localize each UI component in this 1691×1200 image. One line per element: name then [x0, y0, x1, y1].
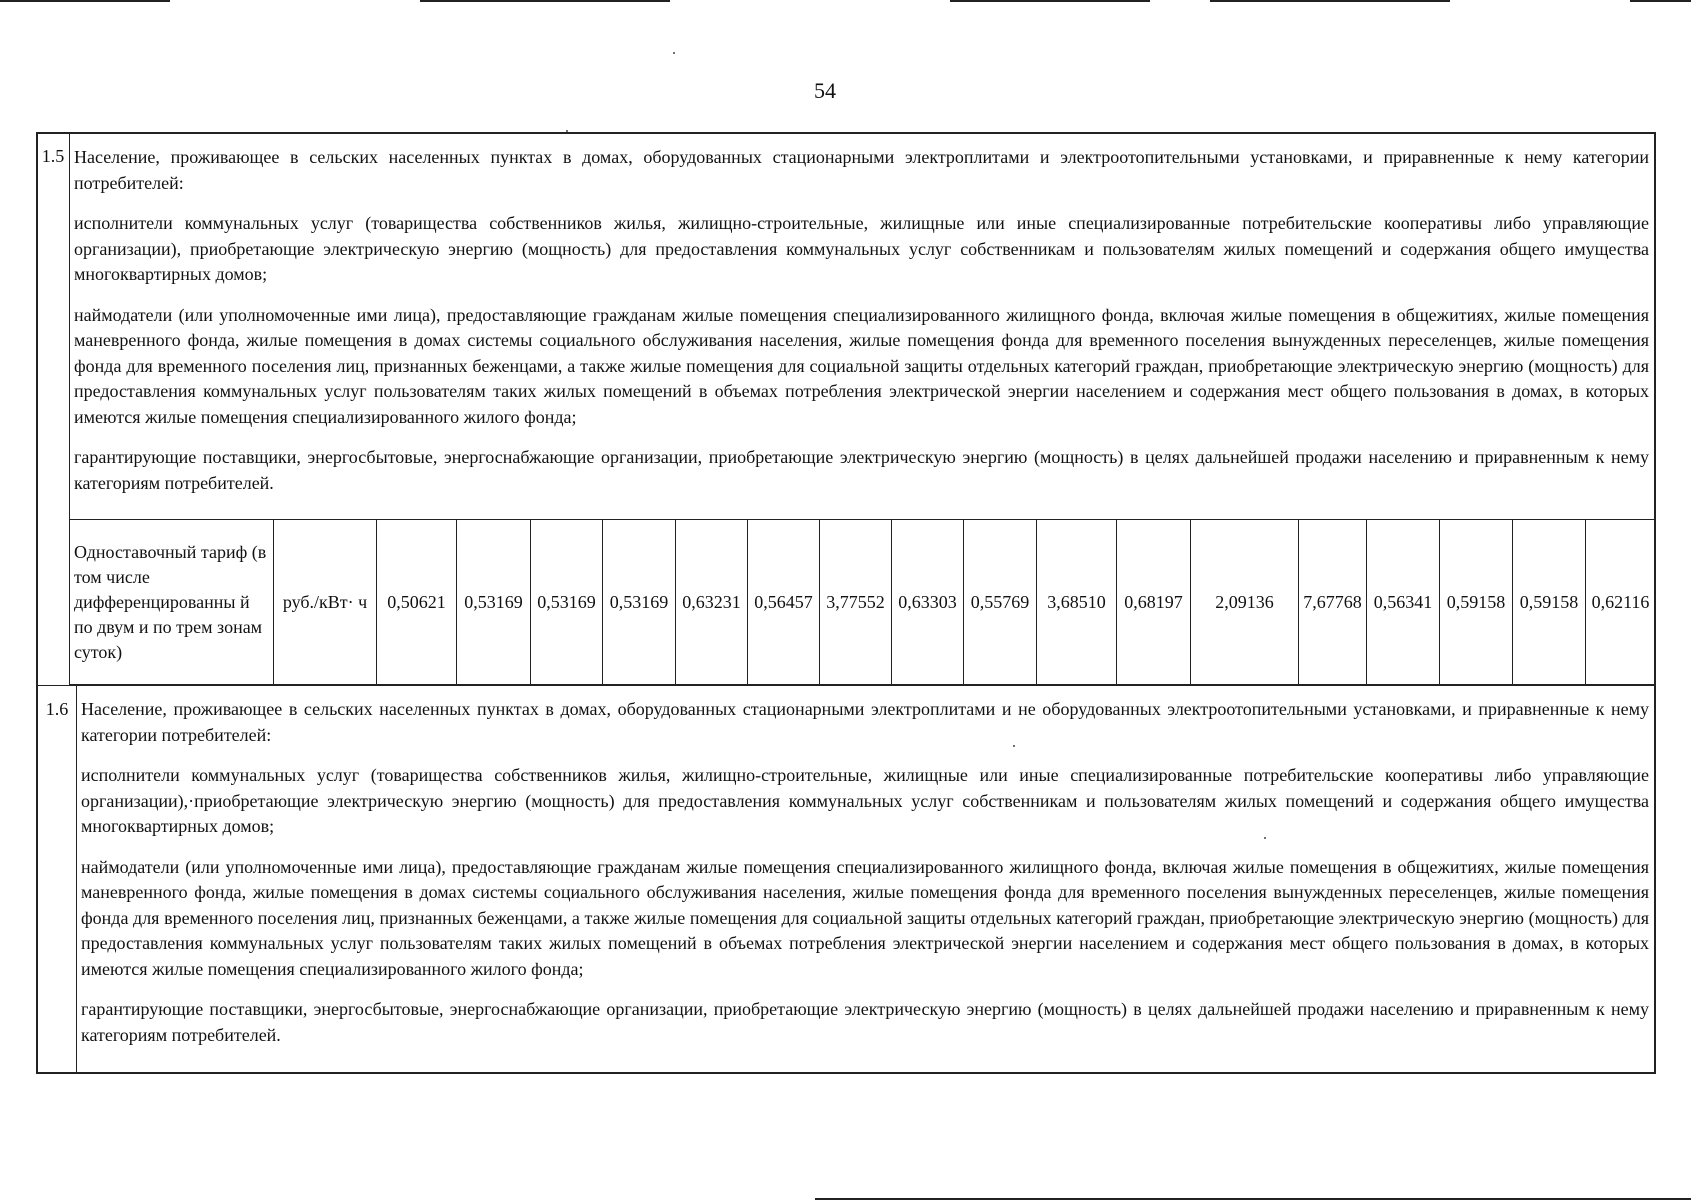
tariff-value: 0,56341: [1367, 520, 1440, 685]
tariff-value: 0,63231: [676, 520, 748, 685]
scan-edge-line: [1630, 0, 1691, 2]
row-separator: [37, 685, 1655, 686]
tariff-value: 0,50621: [377, 520, 457, 685]
section-text: [74, 145, 1649, 511]
tariff-value: 3,68510: [1037, 520, 1117, 685]
tariff-value: 0,56457: [748, 520, 820, 685]
scan-edge-line: [420, 0, 670, 2]
section-text: [81, 697, 1649, 1063]
paragraph: гарантирующие поставщики, энергосбытовые, энергоснабжающие организации, приобретающие электрическую энергию (мощность) в целях дальнейшей продажи населению и приравненным к нему категориям потребителей.: [81, 999, 1649, 1045]
tariff-value: 0,53169: [531, 520, 603, 685]
paragraph: наймодатели (или уполномоченные ими лица), предоставляющие гражданам жилые помещения специализированного жилищного фонда, включая жилые помещения в общежитиях, жилые помещения маневренного фонда, жилые помещения в домах системы социального обслуживания населения, жилые помещения фонда для временного поселения вынужденных переселенцев, жилые помещения фонда для временного поселения лиц, признанных беженцами, а также жилые помещения для социальной защиты отдельных категорий граждан, приобретающие электрическую энергию (мощность) для предоставления коммунальных услуг пользователям таких жилых помещений в объемах потребления электрической энергии населением и содержания мест общего пользования в домах, в которых имеются жилые помещения специализированного жилого фонда;: [81, 856, 1649, 979]
scan-edge-line: [0, 0, 170, 2]
section-number: 1.5: [41, 146, 65, 166]
tariff-value: 0,59158: [1440, 520, 1513, 685]
paragraph: исполнители коммунальных услуг (товарищества собственников жилья, жилищно-строительные, жилищные или иные специализированные потребительские кооперативы либо управляющие организации), приобретающие электрическую энергию (мощность) для предоставления коммунальных услуг собственникам и пользователям жилых помещений и содержания общего имущества многоквартирных домов;: [74, 213, 1649, 284]
tariff-value: 3,77552: [820, 520, 892, 685]
section-number: 1.6: [45, 699, 69, 719]
tariff-row: [70, 520, 1656, 685]
paragraph: исполнители коммунальных услуг (товарищества собственников жилья, жилищно-строительные, жилищные или иные специализированные потребительские кооперативы либо управляющие организации),·приобретающие электрическую энергию (мощность) для предоставления коммунальных услуг собственникам и пользователям жилых помещений и содержания общего имущества многоквартирных домов;: [81, 765, 1649, 836]
scan-edge-line: [1210, 0, 1450, 2]
tariff-value: 2,09136: [1191, 520, 1299, 685]
number-column-divider: [76, 685, 77, 1073]
paragraph: гарантирующие поставщики, энергосбытовые, энергоснабжающие организации, приобретающие электрическую энергию (мощность) в целях дальнейшей продажи населению и приравненным к нему категориям потребителей.: [74, 447, 1649, 493]
scan-speck: [673, 52, 675, 54]
paragraph: наймодатели (или уполномоченные ими лица), предоставляющие гражданам жилые помещения специализированного жилищного фонда, включая жилые помещения в общежитиях, жилые помещения маневренного фонда, жилые помещения в домах системы социального обслуживания населения, жилые помещения фонда для временного поселения вынужденных переселенцев, жилые помещения фонда для временного поселения лиц, признанных беженцами, а также жилые помещения для социальной защиты отдельных категорий граждан, приобретающие электрическую энергию (мощность) для предоставления коммунальных услуг пользователям таких жилых помещений в объемах потребления электрической энергии населением и содержания мест общего пользования в домах, в которых имеются жилые помещения специализированного жилого фонда;: [74, 304, 1649, 427]
tariff-value: 0,62116: [1586, 520, 1656, 685]
paragraph: Население, проживающее в сельских населенных пунктах в домах, оборудованных стационарными электроплитами и не оборудованных электроотопительными установками, и приравненные к нему категории потребителей:: [81, 699, 1649, 745]
tariff-value: 0,68197: [1117, 520, 1191, 685]
tariff-unit: руб./кВт· ч: [274, 520, 377, 685]
tariff-value: 0,55769: [964, 520, 1037, 685]
page-number: 54: [814, 78, 836, 103]
tariff-value: 0,53169: [603, 520, 676, 685]
tariff-label: Одноставочный тариф (в том числе дифференцированны й по двум и по трем зонам суток): [70, 520, 274, 685]
tariff-values-table: [69, 519, 1656, 685]
tariff-value: 0,63303: [892, 520, 964, 685]
scan-edge-line: [950, 0, 1150, 2]
tariff-value: 7,67768: [1299, 520, 1367, 685]
tariff-value: 0,53169: [457, 520, 531, 685]
tariff-value: 0,59158: [1513, 520, 1586, 685]
paragraph: Население, проживающее в сельских населенных пунктах в домах, оборудованных стационарными электроплитами и электроотопительными установками, и приравненные к нему категории потребителей:: [74, 147, 1649, 193]
